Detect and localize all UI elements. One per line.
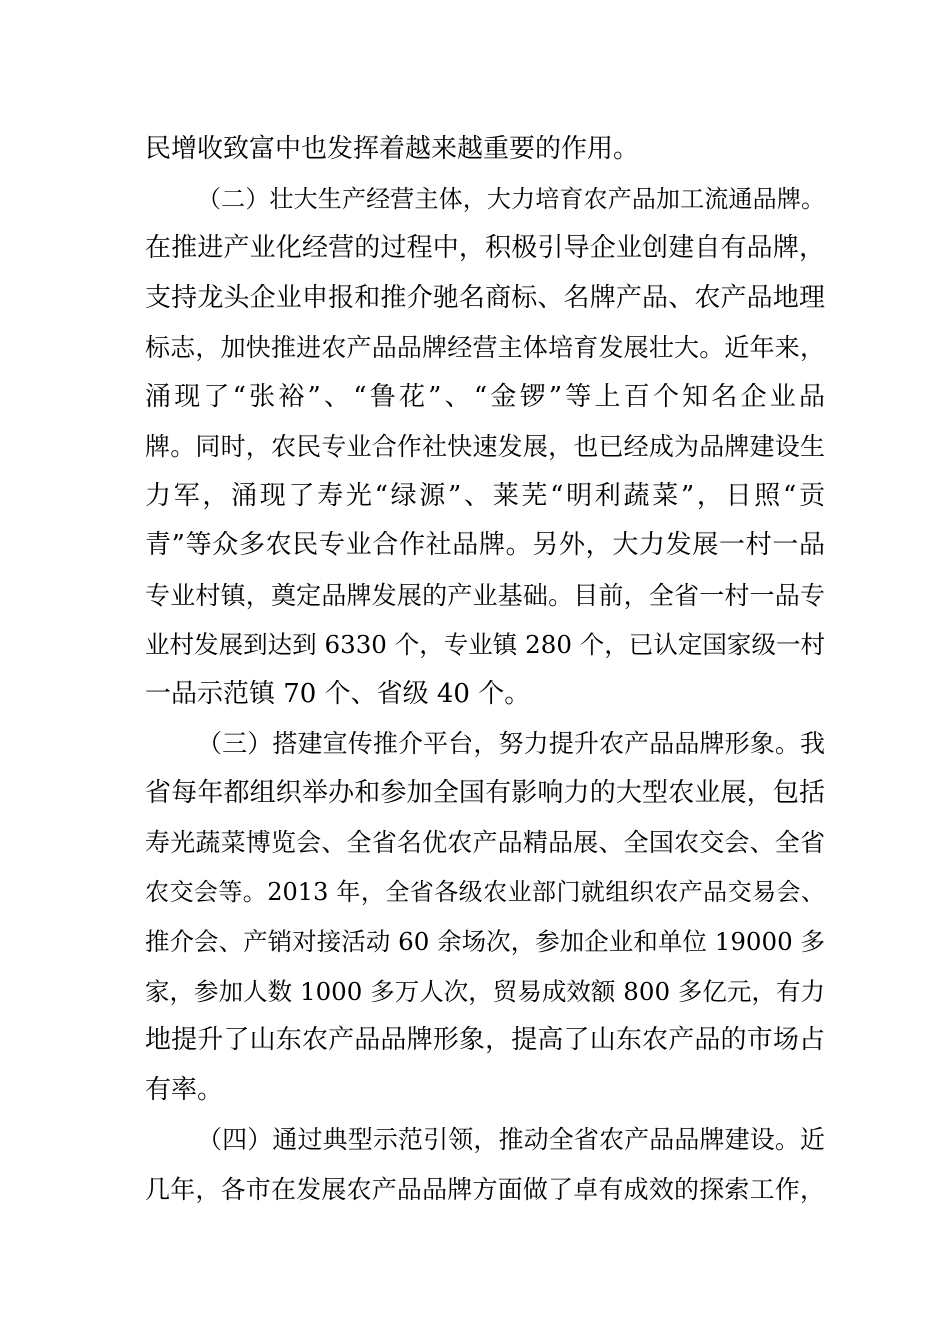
paragraph-heading-line: （四）通过典型示范引领，推动全省农产品品牌建设。近 bbox=[197, 1125, 825, 1154]
text-line: 省每年都组织举办和参加全国有影响力的大型农业展，包括 bbox=[145, 777, 825, 808]
text-line: 一品示范镇 70 个、省级 40 个。 bbox=[145, 678, 531, 709]
text-line: 推介会、产销对接活动 60 余场次，参加企业和单位 19000 多 bbox=[145, 927, 825, 956]
text-line: 有率。 bbox=[145, 1074, 224, 1105]
text-line: 家，参加人数 1000 多万人次，贸易成效额 800 多亿元，有力 bbox=[145, 976, 825, 1006]
paragraph-heading-line: （二）壮大生产经营主体，大力培育农产品加工流通品牌。 bbox=[197, 184, 825, 213]
text-line: 牌。同时，农民专业合作社快速发展，也已经成为品牌建设生 bbox=[145, 432, 825, 461]
text-line: 在推进产业化经营的过程中，积极引导企业创建自有品牌， bbox=[145, 233, 825, 263]
text-line: 几年，各市在发展农产品品牌方面做了卓有成效的探索工作， bbox=[145, 1174, 825, 1204]
text-line: 寿光蔬菜博览会、全省名优农产品精品展、全国农交会、全省 bbox=[145, 828, 825, 857]
text-line: 业村发展到达到 6330 个，专业镇 280 个，已认定国家级一村 bbox=[145, 630, 825, 659]
text-line: 农交会等。2013 年，全省各级农业部门就组织农产品交易会、 bbox=[145, 877, 825, 906]
body-text bbox=[145, 125, 825, 1214]
paragraph-heading-line: （三）搭建宣传推介平台，努力提升农产品品牌形象。我 bbox=[197, 729, 825, 758]
text-line: 民增收致富中也发挥着越来越重要的作用。 bbox=[145, 134, 640, 164]
text-line: 涌现了“张裕”、“鲁花”、“金锣”等上百个知名企业品 bbox=[145, 381, 825, 412]
text-line: 力军，涌现了寿光“绿源”、莱芜“明利蔬菜”，日照“贡 bbox=[145, 480, 825, 511]
text-line: 标志，加快推进农产品品牌经营主体培育发展壮大。近年来， bbox=[145, 333, 825, 362]
text-line: 专业村镇，奠定品牌发展的产业基础。目前，全省一村一品专 bbox=[145, 580, 825, 610]
text-line: 青”等众多农民专业合作社品牌。另外，大力发展一村一品 bbox=[145, 530, 825, 560]
text-line: 支持龙头企业申报和推介驰名商标、名牌产品、农产品地理 bbox=[145, 282, 825, 313]
text-line: 地提升了山东农产品品牌形象，提高了山东农产品的市场占 bbox=[145, 1025, 825, 1055]
